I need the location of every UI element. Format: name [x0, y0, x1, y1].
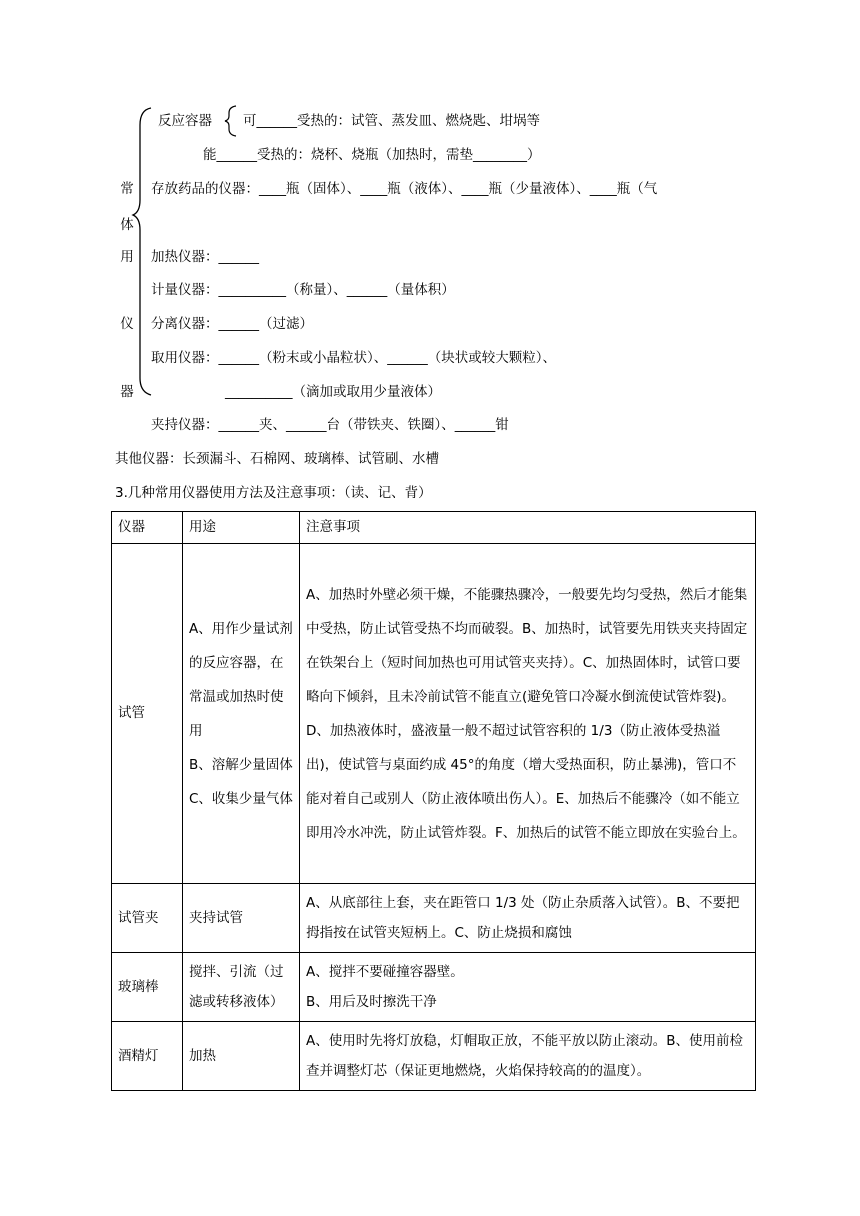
- reaction-container-line2: 能______受热的：烧杯、烧瓶（加热时，需垫________）: [203, 147, 541, 163]
- table-row: [112, 544, 756, 884]
- table-row: [112, 1022, 756, 1091]
- vertical-char-3: 用: [120, 249, 134, 265]
- reaction-container-line1: 可______受热的：试管、蒸发皿、燃烧匙、坩埚等: [243, 113, 540, 129]
- big-brace-icon: [133, 108, 151, 395]
- use-cell: 夹持试管: [183, 884, 300, 953]
- table-header-row: [112, 512, 756, 544]
- holding-instruments: 夹持仪器：______夹、______台（带铁夹、铁圈）、______钳: [151, 417, 509, 433]
- heating-instruments: 加热仪器：______: [151, 249, 259, 265]
- notes-cell: A、从底部往上套，夹在距管口 1/3 处（防止杂质落入试管）。B、不要把拇指按在试管夹短柄上。C、防止烧损和腐蚀: [300, 884, 756, 953]
- vertical-char-5: 器: [120, 384, 134, 400]
- notes-cell: A、使用时先将灯放稳，灯帽取正放，不能平放以防止滚动。B、使用前检查并调整灯芯（保证更地燃烧，火焰保持较高的的温度）。: [300, 1022, 756, 1091]
- taking-instruments-cont: __________（滴加或取用少量液体）: [225, 384, 441, 400]
- small-brace-icon: [225, 106, 236, 136]
- instrument-table: [111, 511, 756, 1091]
- section-title: 3.几种常用仪器使用方法及注意事项：（读、记、背）: [115, 485, 432, 501]
- use-cell: A、用作少量试剂的反应容器，在常温或加热时使用 B、溶解少量固体 C、收集少量气体: [183, 544, 300, 884]
- table-row: [112, 884, 756, 953]
- measuring-instruments: 计量仪器：__________（称量）、______（量体积）: [151, 282, 455, 298]
- instrument-cell: 玻璃棒: [112, 953, 183, 1022]
- taking-instruments: 取用仪器：______（粉末或小晶粒状）、______（块状或较大颗粒）、: [151, 350, 556, 366]
- header-notes: 注意事项: [300, 512, 756, 544]
- vertical-char-4: 仪: [120, 316, 134, 332]
- header-instrument: 仪器: [112, 512, 183, 544]
- instrument-cell: 试管: [112, 544, 183, 884]
- instrument-cell: 试管夹: [112, 884, 183, 953]
- vertical-char-2: 体: [120, 217, 134, 233]
- use-cell: 搅拌、引流（过滤或转移液体）: [183, 953, 300, 1022]
- notes-cell: A、加热时外壁必须干燥，不能骤热骤冷，一般要先均匀受热，然后才能集中受热，防止试管受热不均而破裂。B、加热时，试管要先用铁夹夹持固定在铁架台上（短时间加热也可用试管夹夹持）。C、加热固体时，试管口要略向下倾斜，且未冷前试管不能直立(避免管口冷凝水倒流使试管炸裂)。 D、加热液体时，盛液量一般不超过试管容积的 1/3（防止液体受热溢出)，使试管与桌面约成 45°的角度（增大受热面积，防止暴沸)，管口不能对着自己或别人（防止液体喷出伤人）。E、加热后不能骤冷（如不能立即用冷水冲洗，防止试管炸裂。F、加热后的试管不能立即放在实验台上。: [300, 544, 756, 884]
- instrument-cell: 酒精灯: [112, 1022, 183, 1091]
- separating-instruments: 分离仪器：______（过滤）: [151, 316, 313, 332]
- header-use: 用途: [183, 512, 300, 544]
- other-instruments: 其他仪器：长颈漏斗、石棉网、玻璃棒、试管刷、水槽: [115, 451, 439, 467]
- reaction-container-label: 反应容器: [158, 113, 212, 129]
- storage-instruments: 存放药品的仪器：____瓶（固体）、____瓶（液体）、____瓶（少量液体）、____瓶（气: [151, 181, 658, 197]
- notes-cell: A、搅拌不要碰撞容器壁。 B、用后及时擦洗干净: [300, 953, 756, 1022]
- table-row: [112, 953, 756, 1022]
- use-cell: 加热: [183, 1022, 300, 1091]
- vertical-char-1: 常: [120, 181, 134, 197]
